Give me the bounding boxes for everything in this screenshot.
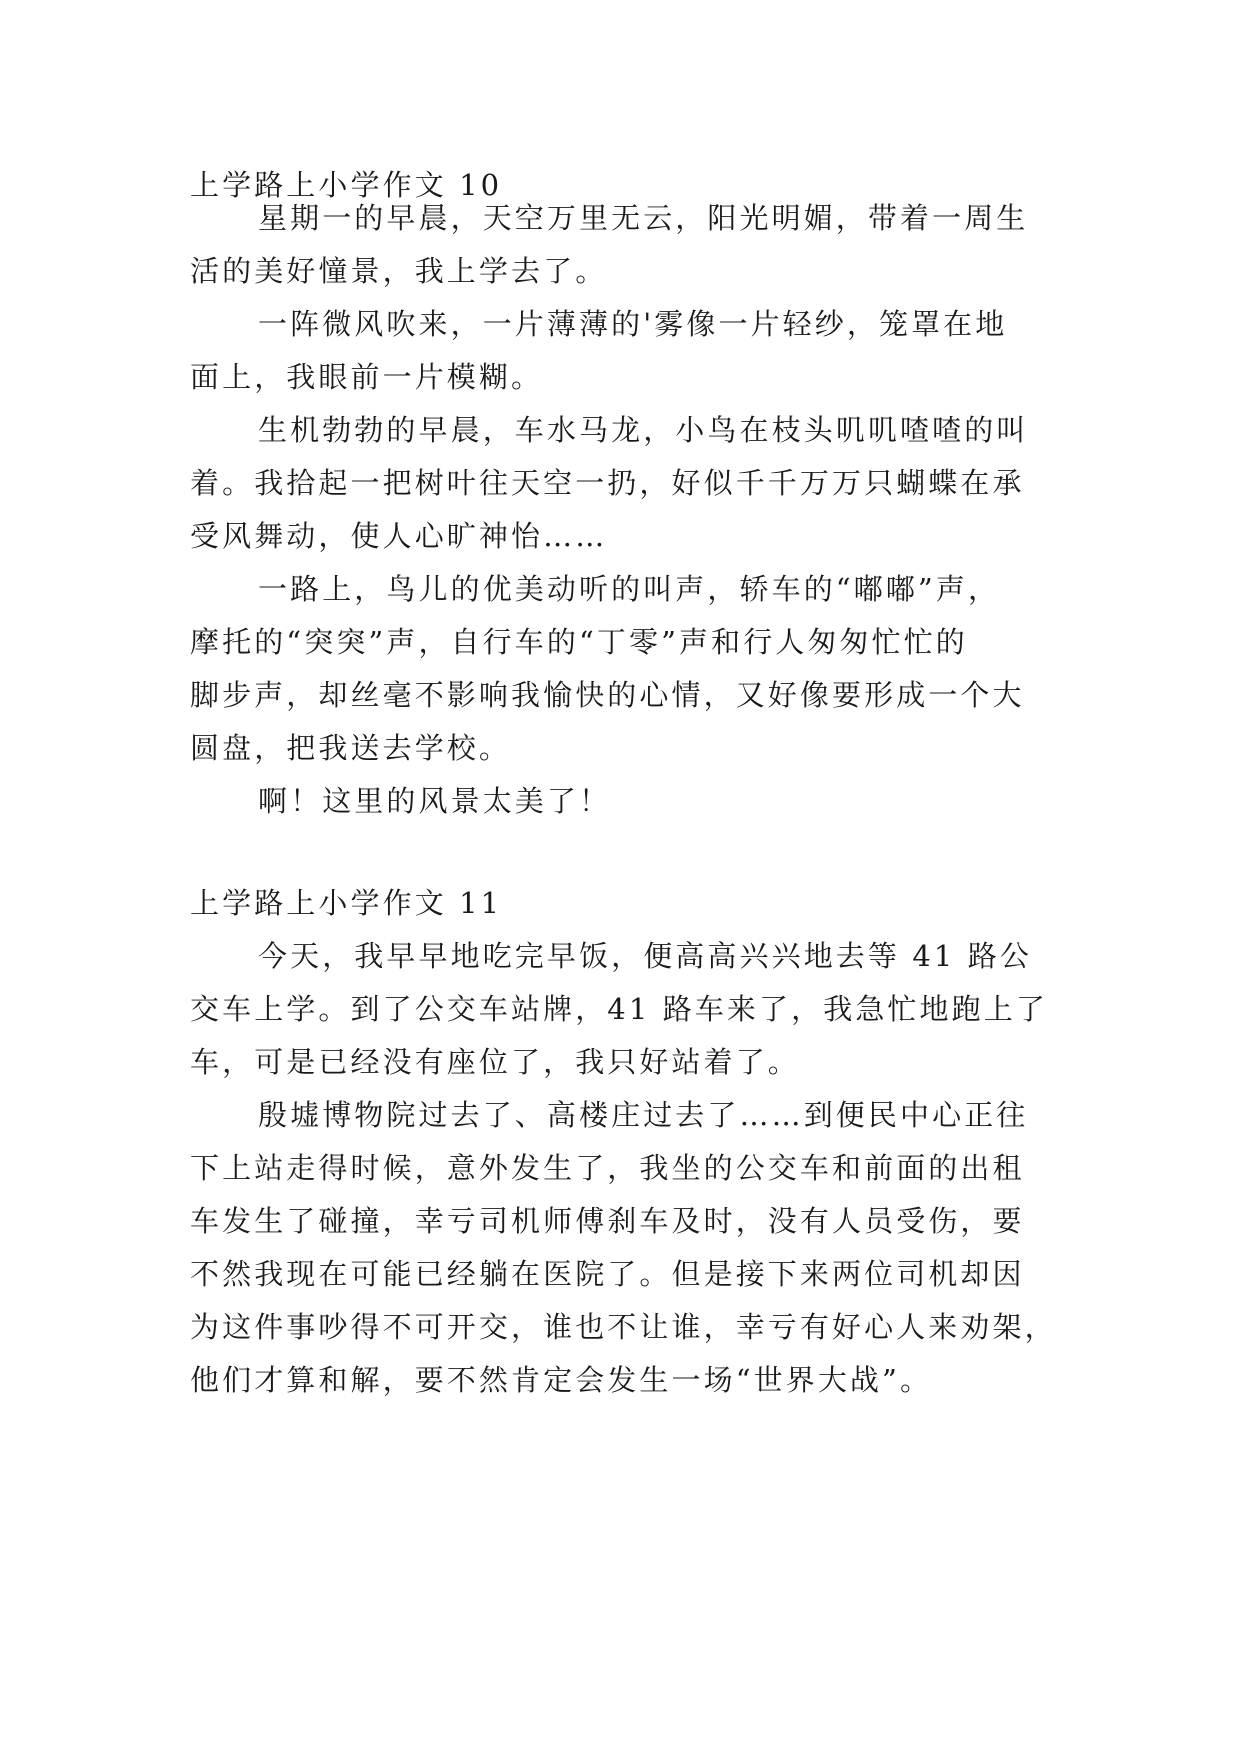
paragraph-line: 下上站走得时候，意外发生了，我坐的公交车和前面的出租 [190,1151,1025,1185]
paragraph-line: 交车上学。到了公交车站牌，41 路车来了，我急忙地跑上了 [190,992,1048,1026]
paragraph-line: 为这件事吵得不可开交，谁也不让谁，幸亏有好心人来劝架， [190,1310,1057,1344]
paragraph-line: 活的美好憧景，我上学去了。 [190,254,608,288]
section-title: 上学路上小学作文 10 [190,168,503,202]
paragraph-line: 车发生了碰撞，幸亏司机师傅刹车及时，没有人员受伤，要 [190,1204,1025,1238]
paragraph-line: 脚步声，却丝毫不影响我愉快的心情，又好像要形成一个大 [190,678,1025,712]
section-title: 上学路上小学作文 11 [190,886,503,920]
paragraph-line: 车，可是已经没有座位了，我只好站着了。 [190,1045,800,1079]
paragraph-line: 面上，我眼前一片模糊。 [190,360,544,394]
paragraph-line: 受风舞动，使人心旷神怡…… [190,519,608,553]
paragraph-line: 着。我拾起一把树叶往天空一扔，好似千千万万只蝴蝶在承 [190,466,1025,500]
paragraph-line: 今天，我早早地吃完早饭，便高高兴兴地去等 41 路公 [258,939,1032,973]
paragraph-line: 一路上，鸟儿的优美动听的叫声，轿车的“嘟嘟”声， [258,572,1001,606]
paragraph-line: 一阵微风吹来，一片薄薄的'雾像一片轻纱，笼罩在地 [258,307,1008,341]
paragraph-line: 圆盘，把我送去学校。 [190,731,512,765]
paragraph-line: 生机勃勃的早晨，车水马龙，小鸟在枝头叽叽喳喳的叫 [258,413,1029,447]
paragraph-line: 摩托的“突突”声，自行车的“丁零”声和行人匆匆忙忙的 [190,625,968,659]
paragraph-line: 不然我现在可能已经躺在医院了。但是接下来两位司机却因 [190,1257,1025,1291]
paragraph-line: 星期一的早晨，天空万里无云，阳光明媚，带着一周生 [258,201,1029,235]
paragraph-line: 啊！这里的风景太美了！ [258,784,612,818]
paragraph-line: 他们才算和解，要不然肯定会发生一场“世界大战”。 [190,1363,933,1397]
paragraph-line: 殷墟博物院过去了、高楼庄过去了……到便民中心正往 [258,1098,1029,1132]
